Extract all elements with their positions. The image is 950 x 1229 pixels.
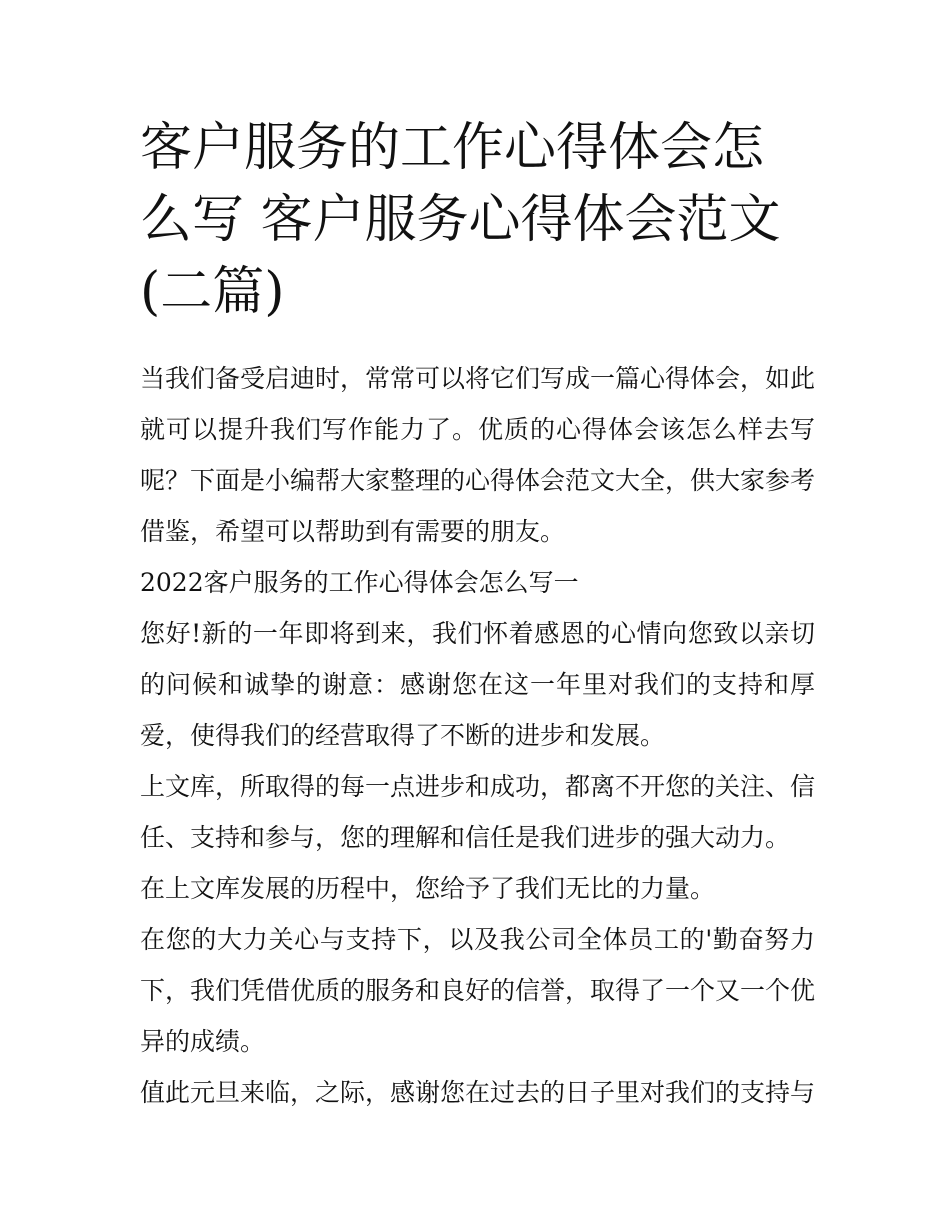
document-body — [140, 353, 815, 1118]
paragraph-new-year: 值此元旦来临，之际，感谢您在过去的日子里对我们的支持与 — [140, 1078, 816, 1107]
paragraph-history: 在上文库发展的历程中，您给予了我们无比的力量。 — [140, 874, 716, 903]
paragraph-support: 在您的大力关心与支持下，以及我公司全体员工的'勤奋努力下，我们凭借优质的服务和良好的信誉，取得了一个又一个优异的成绩。 — [140, 925, 816, 1056]
paragraph-intro: 当我们备受启迪时，常常可以将它们写成一篇心得体会，如此就可以提升我们写作能力了。优质的心得体会该怎么样去写呢？下面是小编帮大家整理的心得体会范文大全，供大家参考借鉴，希望可以帮助到有需要的朋友。 — [140, 364, 816, 546]
document-title: 客户服务的工作心得体会怎么写 客户服务心得体会范文(二篇) — [140, 118, 781, 322]
section-heading: 2022客户服务的工作心得体会怎么写一 — [140, 568, 579, 597]
paragraph-greeting: 您好!新的一年即将到来，我们怀着感恩的心情向您致以亲切的问候和诚挚的谢意：感谢您在这一年里对我们的支持和厚爱，使得我们的经营取得了不断的进步和发展。 — [140, 619, 815, 750]
paragraph-progress: 上文库，所取得的每一点进步和成功，都离不开您的关注、信任、支持和参与，您的理解和信任是我们进步的强大动力。 — [140, 772, 816, 852]
